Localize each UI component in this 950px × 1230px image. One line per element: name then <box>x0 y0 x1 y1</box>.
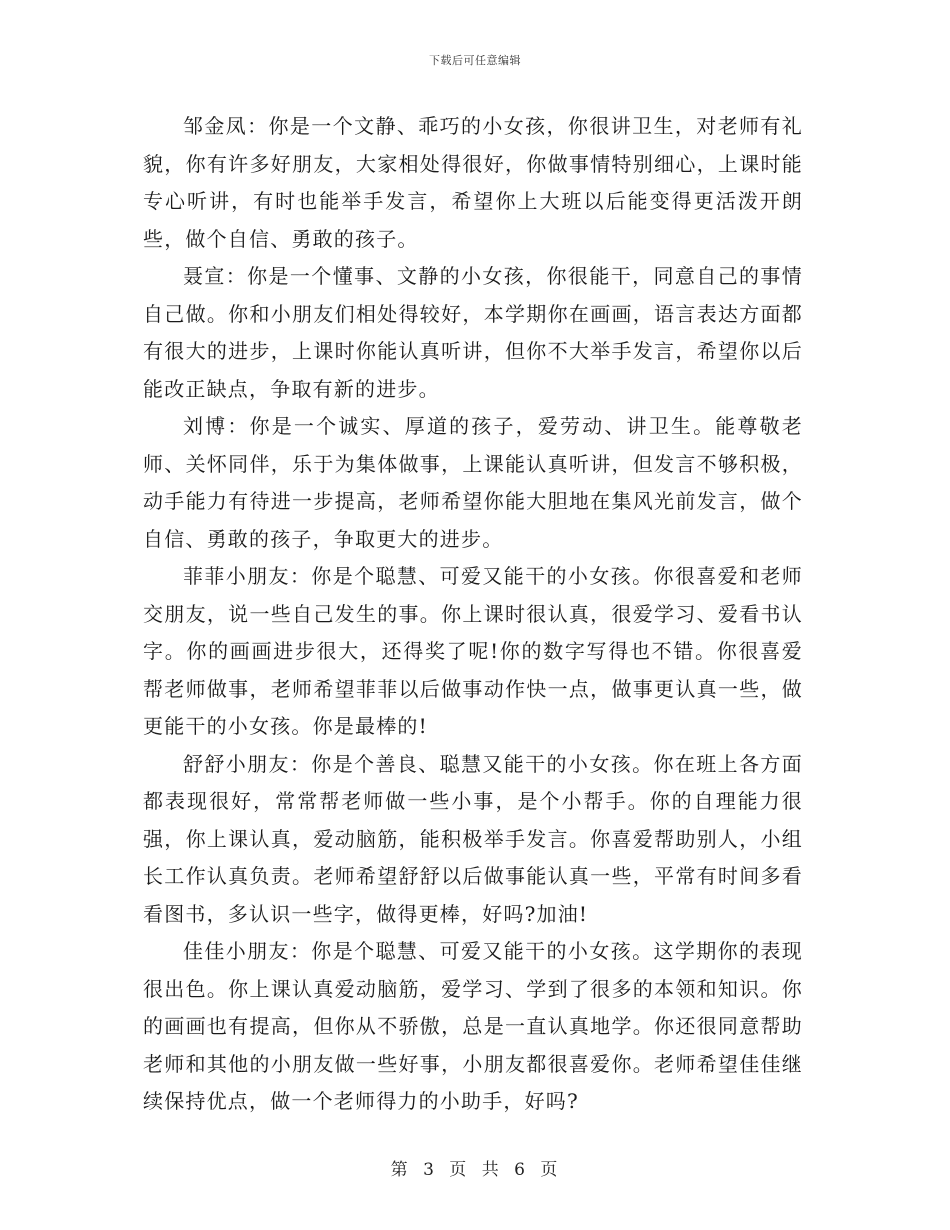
document-body <box>143 108 803 1121</box>
footer-label-end: 页 <box>540 1160 560 1180</box>
footer-label-page: 第 <box>390 1160 410 1180</box>
comment-paragraph-zou-jinfeng: 邹金凤：你是一个文静、乖巧的小女孩，你很讲卫生，对老师有礼貌，你有许多好朋友，大家相处得很好，你做事情特别细心，上课时能专心听讲，有时也能举手发言，希望你上大班以后能变得更活泼开朗些，做个自信、勇敢的孩子。 <box>143 114 803 251</box>
footer-label-total: 共 <box>481 1160 501 1180</box>
footer-label-of: 页 <box>449 1160 469 1180</box>
comment-paragraph-shushu: 舒舒小朋友：你是个善良、聪慧又能干的小女孩。你在班上各方面都表现很好，常常帮老师做一些小事，是个小帮手。你的自理能力很强，你上课认真，爱动脑筋，能积极举手发言。你喜爱帮助别人，小组长工作认真负责。老师希望舒舒以后做事能认真一些，平常有时间多看看图书，多认识一些字，做得更棒，好吗?加油! <box>143 751 803 926</box>
comment-paragraph-feifei: 菲菲小朋友：你是个聪慧、可爱又能干的小女孩。你很喜爱和老师交朋友，说一些自己发生的事。你上课时很认真，很爱学习、爱看书认字。你的画画进步很大，还得奖了呢!你的数字写得也不错。你很喜爱帮老师做事，老师希望菲菲以后做事动作快一点，做事更认真一些，做更能干的小女孩。你是最棒的! <box>143 564 803 738</box>
page-footer <box>0 1155 950 1180</box>
footer-total-pages: 6 <box>514 1160 527 1180</box>
page-header: 下载后可任意编辑 <box>429 54 521 67</box>
footer-current-page: 3 <box>423 1160 436 1180</box>
comment-paragraph-jiajia: 佳佳小朋友：你是个聪慧、可爱又能干的小女孩。这学期你的表现很出色。你上课认真爱动脑筋，爱学习、学到了很多的本领和知识。你的画画也有提高，但你从不骄傲，总是一直认真地学。你还很同意帮助老师和其他的小朋友做一些好事，小朋友都很喜爱你。老师希望佳佳继续保持优点，做一个老师得力的小助手，好吗? <box>143 939 803 1113</box>
comment-paragraph-nie-xuan: 聂宣：你是一个懂事、文静的小女孩，你很能干，同意自己的事情自己做。你和小朋友们相处得较好，本学期你在画画，语言表达方面都有很大的进步，上课时你能认真听讲，但你不大举手发言，希望你以后能改正缺点，争取有新的进步。 <box>143 264 803 401</box>
comment-paragraph-liu-bo: 刘博：你是一个诚实、厚道的孩子，爱劳动、讲卫生。能尊敬老师、关怀同伴，乐于为集体做事，上课能认真听讲，但发言不够积极，动手能力有待进一步提高，老师希望你能大胆地在集风光前发言，做个自信、勇敢的孩子，争取更大的进步。 <box>143 414 803 551</box>
